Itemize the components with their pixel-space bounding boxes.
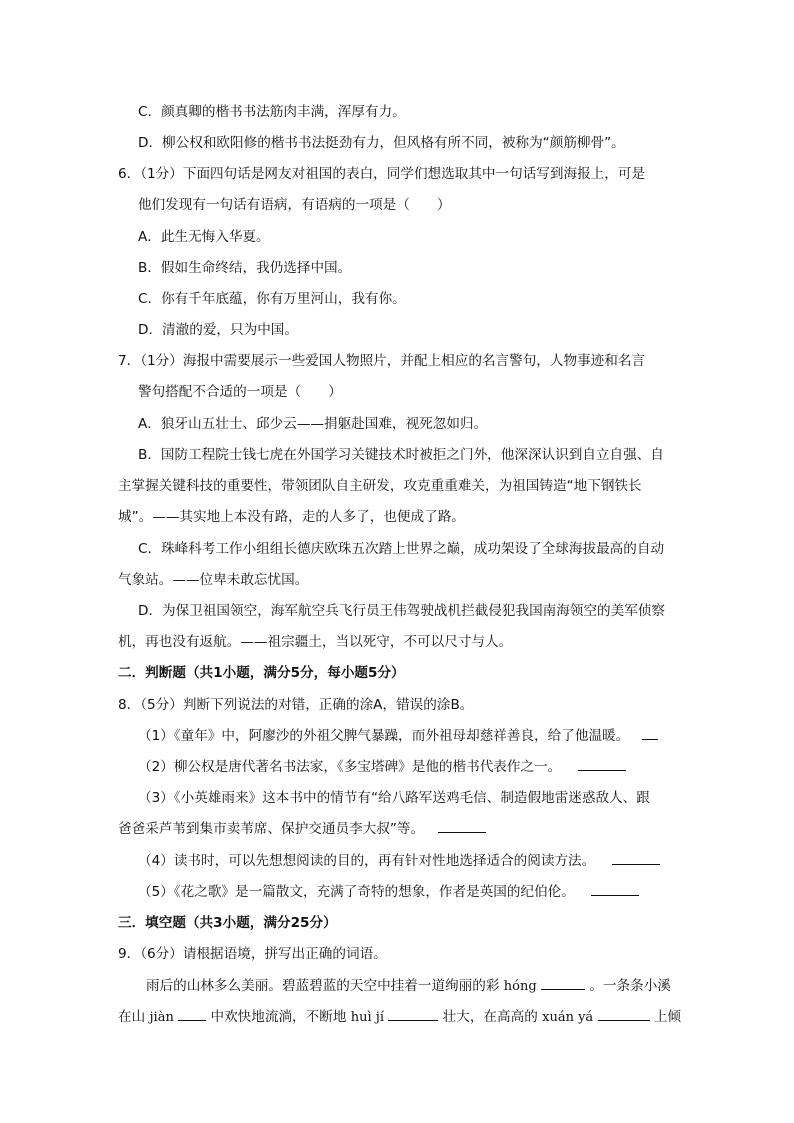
q7-option-c-line-1: C．珠峰科考工作小组组长德庆欧珠五次踏上世界之巅，成功架设了全球海拔最高的自动 — [138, 541, 665, 557]
q9-blank-jian[interactable] — [178, 1008, 206, 1021]
q9-text-2c: 壮大，在高高的 — [442, 1009, 538, 1025]
q8-item-2 — [138, 758, 626, 776]
q6-option-d: D．清澈的爱，只为中国。 — [138, 322, 298, 338]
q8-item-3-line-2 — [118, 820, 486, 838]
q5-option-d: D．柳公权和欧阳修的楷书书法挺劲有力，但风格有所不同，被称为“颜筋柳骨”。 — [138, 135, 625, 151]
q6-option-c: C．你有千年底蕴，你有万里河山，我有你。 — [138, 291, 406, 307]
q9-pinyin-hong: hóng — [503, 979, 537, 994]
q9-pinyin-xuanya: xuán yá — [542, 1010, 594, 1025]
q9-pinyin-jian: jiàn — [149, 1010, 174, 1025]
q8-item-1-text: （1）《童年》中，阿廖沙的外祖父脾气暴躁，而外祖母却慈祥善良，给了他温暖。 — [138, 728, 630, 744]
q9-text-1b: 。一条条小溪 — [589, 978, 671, 994]
q7-stem-line-1: 7．（1分）海报中需要展示一些爱国人物照片，并配上相应的名言警句，人物事迹和名言 — [118, 353, 646, 369]
q8-item-4-text: （4）读书时，可以先想想阅读的目的，再有针对性地选择适合的阅读方法。 — [138, 853, 596, 869]
q9-blank-huiji[interactable] — [388, 1008, 438, 1021]
q9-text-2b: 中欢快地流淌，不断地 — [210, 1009, 347, 1025]
q8-item-2-answer-blank[interactable] — [578, 758, 626, 771]
q6-stem-line-2: 他们发现有一句话有语病，有语病的一项是（ ） — [138, 197, 451, 213]
section-3-heading: 三．填空题（共3小题，满分25分） — [118, 915, 337, 931]
q6-option-b: B．假如生命终结，我仍选择中国。 — [138, 260, 352, 276]
q7-option-b-line-2: 主掌握关键科技的重要性，带领团队自主研发，攻克重重难关，为祖国铸造“地下钢铁长 — [118, 478, 642, 494]
q7-option-d-line-1: D．为保卫祖国领空，海军航空兵飞行员王伟驾驶战机拦截侵犯我国南海领空的美军侦察 — [138, 603, 666, 619]
q8-item-2-text: （2）柳公权是唐代著名书法家，《多宝塔碑》是他的楷书代表作之一。 — [138, 759, 562, 775]
q8-item-5 — [138, 883, 639, 901]
q9-blank-hong[interactable] — [541, 977, 585, 990]
q9-text-1a: 雨后的山林多么美丽。碧蓝碧蓝的天空中挂着一道绚丽的彩 — [146, 978, 500, 994]
q9-text-2d: 上倾 — [653, 1009, 682, 1025]
q6-option-a: A．此生无悔入华夏。 — [138, 229, 270, 245]
q7-stem-line-2: 警句搭配不合适的一项是（ ） — [138, 384, 342, 400]
q9-stem: 9．（6分）请根据语境，拼写出正确的词语。 — [118, 946, 387, 962]
q8-item-5-answer-blank[interactable] — [591, 883, 639, 896]
q7-option-a: A．狼牙山五壮士、邱少云——捐躯赴国难，视死忽如归。 — [138, 416, 488, 432]
q8-item-1-answer-blank[interactable] — [642, 727, 658, 740]
q7-option-b-line-1: B．国防工程院士钱七虎在外国学习关键技术时被拒之门外，他深深认识到自立自强、自 — [138, 447, 664, 463]
q7-option-c-line-2: 气象站。——位卑未敢忘忧国。 — [118, 572, 309, 588]
section-2-heading: 二．判断题（共1小题，满分5分，每小题5分） — [118, 665, 405, 681]
q8-stem: 8．（5分）判断下列说法的对错，正确的涂A，错误的涂B。 — [118, 697, 474, 713]
q8-item-5-text: （5）《花之歌》是一篇散文，充满了奇特的想象，作者是英国的纪伯伦。 — [138, 884, 575, 900]
q8-item-4-answer-blank[interactable] — [612, 852, 660, 865]
q9-paragraph-line-2 — [118, 1008, 681, 1027]
q9-pinyin-huiji: huì jí — [350, 1010, 384, 1025]
q8-item-4 — [138, 852, 660, 870]
q8-item-3-answer-blank[interactable] — [438, 820, 486, 833]
q9-paragraph-line-1 — [146, 977, 671, 996]
q9-blank-xuanya[interactable] — [598, 1008, 650, 1021]
q8-item-1 — [138, 727, 658, 745]
q7-option-b-line-3: 城”。——其实地上本没有路，走的人多了，也便成了路。 — [118, 509, 465, 525]
q5-option-c: C．颜真卿的楷书书法筋肉丰满，浑厚有力。 — [138, 104, 406, 120]
q7-option-d-line-2: 机，再也没有返航。——祖宗疆土，当以死守，不可以尺寸与人。 — [118, 634, 513, 650]
q8-item-3-line-1: （3）《小英雄雨来》这本书中的情节有“给八路军送鸡毛信、制造假地雷迷惑敌人、跟 — [138, 790, 650, 806]
q6-stem-line-1: 6．（1分）下面四句话是网友对祖国的表白，同学们想选取其中一句话写到海报上，可是 — [118, 166, 646, 182]
q8-item-3-text: 爸爸采芦苇到集市卖苇席、保护交通员李大叔”等。 — [118, 821, 425, 837]
q9-text-2a: 在山 — [118, 1009, 146, 1025]
